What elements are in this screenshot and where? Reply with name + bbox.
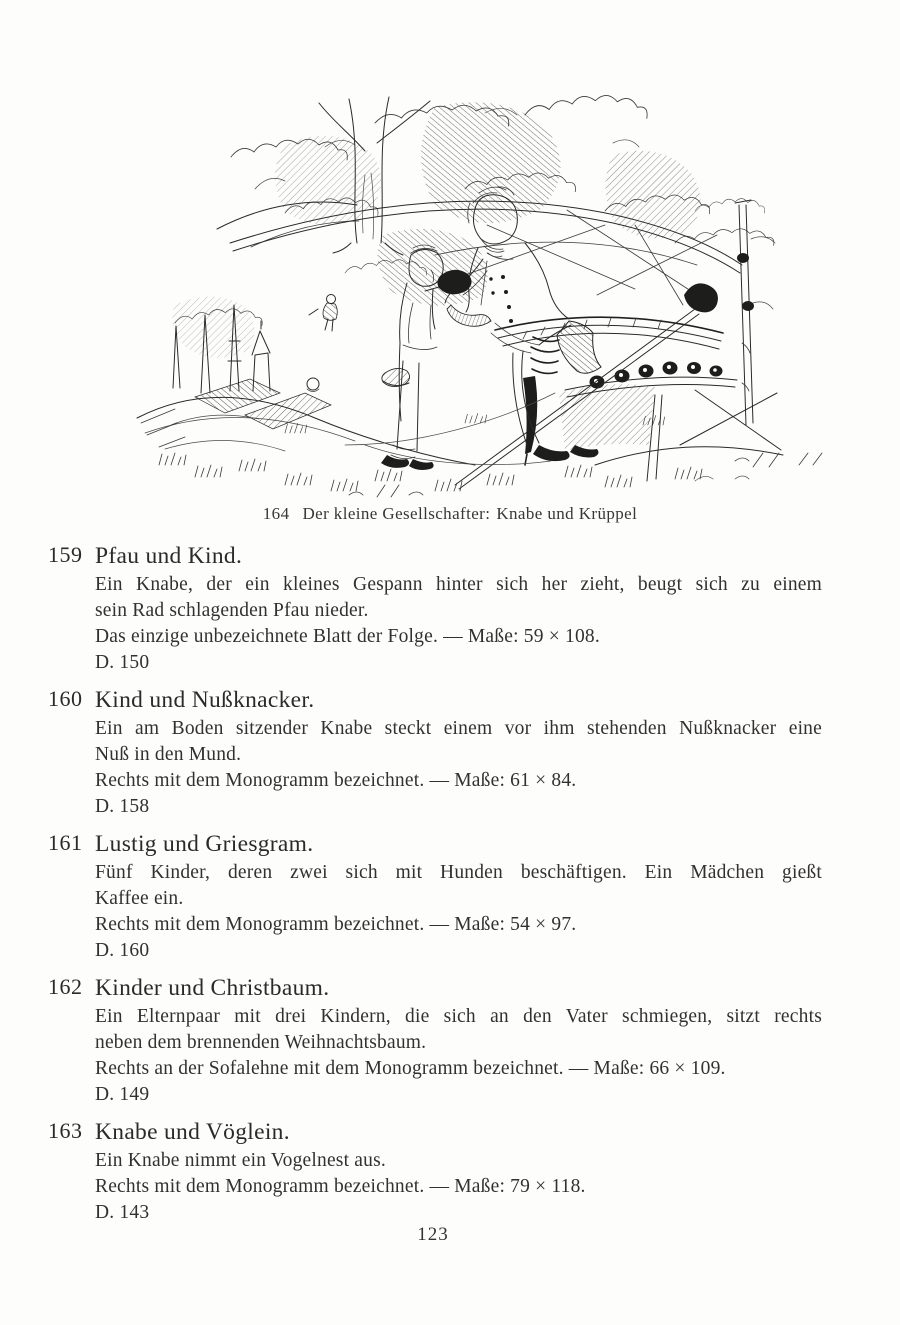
catalog-entry-159 [48,541,822,676]
catalog-entry-161 [48,829,822,964]
catalog-entry-160 [48,685,822,820]
entry-text-line: Das einzige unbezeichnete Blatt der Folge. — Maße: 59 × 108. [95,626,600,647]
illustration-knabe-und-kruppel [135,93,855,505]
entry-title: Kinder und Christbaum. [95,975,330,1001]
entry-number: 161 [48,830,83,855]
figure-caption [0,504,900,524]
entry-body [95,860,822,964]
entry-title: Knabe und Vöglein. [95,1119,290,1145]
catalogue-entries [0,541,900,1226]
bench-fence [230,200,781,481]
entry-title: Lustig und Griesgram. [95,831,314,857]
entry-text-line: D. 143 [95,1202,150,1223]
page-number: 123 [417,1224,449,1245]
entry-text-line: Nuß in den Mund. [95,744,242,765]
entry-title: Pfau und Kind. [95,543,243,569]
entry-body [95,1004,822,1108]
entry-text-line: D. 149 [95,1084,150,1105]
entry-text-line: D. 160 [95,940,150,961]
entry-title: Kind und Nußknacker. [95,687,315,713]
catalog-entry-163 [48,1117,822,1226]
pen-drawing [135,93,855,505]
entry-text-line: Rechts mit dem Monogramm bezeichnet. — Maße: 79 × 118. [95,1176,586,1197]
catalog-entry-162 [48,973,822,1108]
entry-text-line: Rechts an der Sofalehne mit dem Monogramm bezeichnet. — Maße: 66 × 109. [95,1058,726,1079]
entry-text-line: sein Rad schlagenden Pfau nieder. [95,600,369,621]
entry-number: 160 [48,686,83,711]
entry-number: 159 [48,542,83,567]
entry-text-line: Ein am Boden sitzender Knabe steckt einem vor ihm stehenden Nußknacker eine [95,718,822,739]
entry-text-line: Kaffee ein. [95,888,184,909]
entry-text-line: Ein Knabe nimmt ein Vogelnest aus. [95,1150,386,1171]
entry-body [95,716,822,820]
entry-text-line: Ein Knabe, der ein kleines Gespann hinter sich her zieht, beugt sich zu einem [95,574,822,595]
entry-text-line: Fünf Kinder, deren zwei sich mit Hunden beschäftigen. Ein Mädchen gießt [95,862,822,883]
figure-title: Der kleine Gesellschafter: [302,504,491,523]
entry-body [95,572,822,676]
entry-text-line: D. 158 [95,796,150,817]
entry-text-line: D. 150 [95,652,150,673]
entry-text-line: Rechts mit dem Monogramm bezeichnet. — Maße: 54 × 97. [95,914,577,935]
figure-subtitle: Knabe und Krüppel [496,504,638,523]
entry-text-line: Rechts mit dem Monogramm bezeichnet. — Maße: 61 × 84. [95,770,577,791]
entry-number: 163 [48,1118,83,1143]
entry-body [95,1148,822,1226]
entry-text-line: neben dem brennenden Weihnachtsbaum. [95,1032,427,1053]
entry-number: 162 [48,974,83,999]
entry-text-line: Ein Elternpaar mit drei Kindern, die sich an den Vater schmiegen, sitzt rechts [95,1006,822,1027]
small-figures [307,295,337,392]
figure-number: 164 [262,504,290,523]
ground-grass [137,393,822,497]
